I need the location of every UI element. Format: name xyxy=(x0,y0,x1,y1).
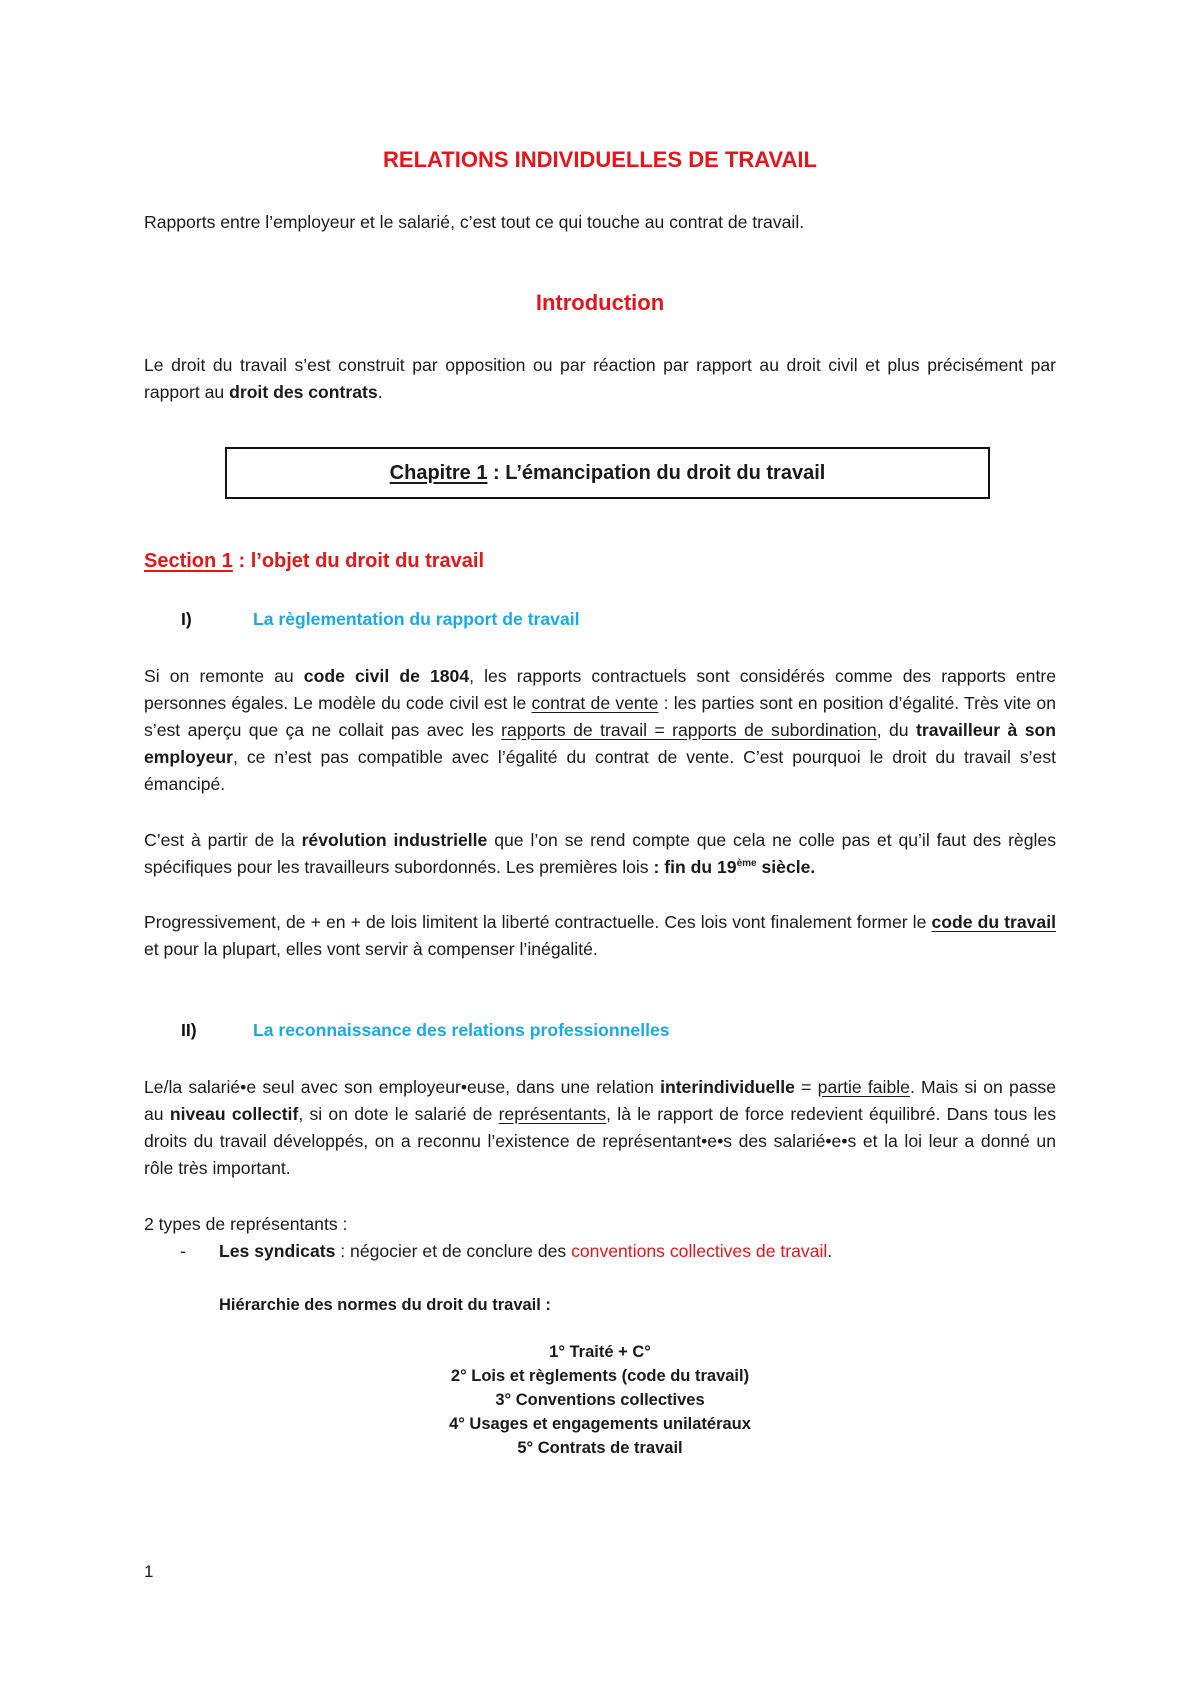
document-title: RELATIONS INDIVIDUELLES DE TRAVAIL xyxy=(383,147,817,172)
intro-bold-text: droit des contrats xyxy=(229,382,378,402)
p4-text-e: . Mais si on passe au xyxy=(144,1077,1056,1124)
p4-text-a: Le/la salarié•e seul avec son employeur•euse, dans une relation xyxy=(144,1077,661,1097)
p1-bold-code-civil: code civil de 1804 xyxy=(303,666,470,686)
chapter-sep: : xyxy=(487,461,506,484)
hierarchy-item-2: 2° Lois et règlements (code du travail) xyxy=(450,1367,750,1385)
section-title: l’objet du droit du travail xyxy=(250,550,485,572)
bullet-end: . xyxy=(827,1241,833,1261)
p1-bold-travailleur: travailleur à son employeur xyxy=(144,720,1056,767)
p4-bold-niveau-collectif: niveau collectif xyxy=(169,1104,299,1124)
p4-bold-interindividuelle: interindividuelle xyxy=(660,1077,795,1097)
part1-paragraph-2 xyxy=(144,827,1056,881)
p2-date-end: siècle. xyxy=(756,857,816,877)
p2-bold-date xyxy=(654,857,816,877)
part2-title: La reconnaissance des relations professionnelles xyxy=(253,1020,670,1040)
part1-paragraph-3 xyxy=(144,909,1056,963)
chapter-title: L’émancipation du droit du travail xyxy=(505,461,826,484)
p3-text-c: et pour la plupart, elles vont servir à compenser l’inégalité. xyxy=(144,939,598,959)
p1-text-i: , ce n’est pas compatible avec l’égalité du contrat de vente. C’est pourquoi le droit du travail s’est émancipé. xyxy=(144,747,1056,794)
section-heading xyxy=(144,550,484,573)
subtitle-paragraph: Rapports entre l’employeur et le salarié, c’est tout ce qui touche au contrat de travail. xyxy=(144,212,805,232)
bullet-red-conventions: conventions collectives de travail xyxy=(571,1241,828,1261)
bullet-bold-syndicats: Les syndicats xyxy=(219,1241,336,1261)
introduction-heading: Introduction xyxy=(535,290,665,315)
p1-text-e: : les parties sont en position d’égalité. Très vite on s’est aperçu que ça ne collait pas avec les xyxy=(144,693,1057,740)
part2-number: II) xyxy=(181,1020,197,1040)
part1-paragraph-1 xyxy=(144,663,1056,798)
p4-text-g: , si on dote le salarié de xyxy=(298,1104,499,1124)
part1-number: I) xyxy=(181,609,192,629)
p1-underline-contrat-vente: contrat de vente xyxy=(531,693,659,713)
bullet-dash: - xyxy=(180,1241,186,1261)
p4-underline-representants: représentants xyxy=(498,1104,607,1124)
p2-date-text: : fin du 19 xyxy=(653,857,737,877)
hierarchy-item-5: 5° Contrats de travail xyxy=(517,1439,683,1457)
page-number: 1 xyxy=(144,1562,154,1581)
introduction-paragraph xyxy=(144,352,1056,406)
chapter-label: Chapitre 1 xyxy=(389,461,488,484)
types-intro: 2 types de représentants : xyxy=(144,1214,348,1234)
hierarchy-item-3: 3° Conventions collectives xyxy=(495,1391,705,1409)
bullet-text: : négocier et de conclure des xyxy=(335,1241,572,1261)
p1-text-g: , du xyxy=(876,720,916,740)
p4-text-c: = xyxy=(794,1077,818,1097)
p3-text-a: Progressivement, de + en + de lois limitent la liberté contractuelle. Ces lois vont finalement former le xyxy=(144,912,932,932)
hierarchy-item-4: 4° Usages et engagements unilatéraux xyxy=(449,1415,751,1433)
intro-text-end: . xyxy=(377,382,383,402)
chapter-box xyxy=(225,447,990,499)
p2-text-a: C’est à partir de la xyxy=(144,830,302,850)
part2-paragraph-1 xyxy=(144,1074,1056,1182)
section-sep: : xyxy=(232,550,251,572)
part1-title: La règlementation du rapport de travail xyxy=(253,609,580,629)
p3-code-travail: code du travail xyxy=(931,912,1056,932)
hierarchy-title: Hiérarchie des normes du droit du travail : xyxy=(219,1296,551,1314)
part1-heading xyxy=(181,609,580,630)
p4-underline-partie-faible: partie faible xyxy=(817,1077,910,1097)
p2-superscript: ème xyxy=(736,858,757,869)
p4-text-i: , là le rapport de force redevient équilibré. Dans tous les droits du travail développés, on a reconnu l’existence de représentant•e•s des salarié•e•s et la loi leur a donné un rôle très important. xyxy=(144,1104,1056,1178)
p2-bold-revolution: révolution industrielle xyxy=(301,830,488,850)
bullet-syndicats xyxy=(180,1238,1060,1265)
hierarchy-item-1: 1° Traité + C° xyxy=(549,1343,651,1361)
p1-text-c: , les rapports contractuels sont considérés comme des rapports entre personnes égales. Le modèle du code civil est le xyxy=(144,666,1056,713)
section-label: Section 1 xyxy=(144,550,233,572)
p2-text-c: que l’on se rend compte que cela ne colle pas et qu’il faut des règles spécifiques pour les travailleurs subordonnés. Les premières lois xyxy=(144,830,1056,877)
part2-heading xyxy=(181,1020,670,1041)
intro-text: Le droit du travail s’est construit par opposition ou par réaction par rapport au droit civil et plus précisément par rapport au xyxy=(144,355,1056,402)
p1-underline-rapports: rapports de travail = rapports de subordination xyxy=(501,720,877,740)
p1-text-a: Si on remonte au xyxy=(144,666,304,686)
